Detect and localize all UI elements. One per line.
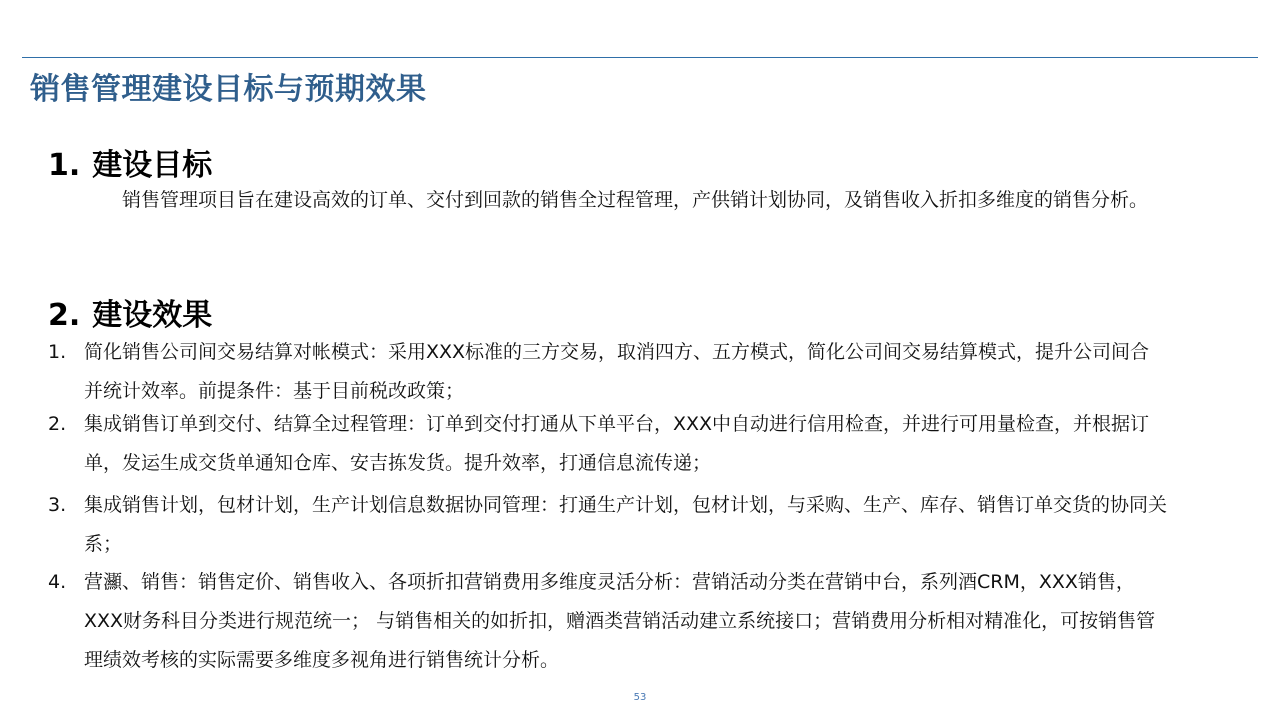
section-2-heading [48, 290, 212, 334]
section-2-title: 建设效果 [92, 298, 213, 333]
list-item [48, 563, 1168, 680]
slide-title: 销售管理建设目标与预期效果 [30, 72, 427, 107]
list-item-index: 3. [48, 494, 67, 516]
list-item-text: 集成销售订单到交付、结算全过程管理：订单到交付打通从下单平台，XXX中自动进行信用检查，并进行可用量检查，并根据订单，发运生成交货单通知仓库、安吉拣发货。提升效率，打通信息流传递； [84, 413, 1150, 474]
section-2-number: 2. [48, 298, 81, 333]
list-item [48, 405, 1168, 483]
list-item-index: 4. [48, 571, 67, 593]
list-item [48, 333, 1168, 411]
section-1-number: 1. [48, 148, 81, 183]
section-1-paragraph: 销售管理项目旨在建设高效的订单、交付到回款的销售全过程管理，产供销计划协同，及销售收入折扣多维度的销售分析。 [122, 189, 1149, 211]
section-1-heading [48, 140, 212, 184]
title-divider [22, 57, 1258, 58]
list-item [48, 486, 1168, 564]
list-item-text: 简化销售公司间交易结算对帐模式：采用XXX标准的三方交易，取消四方、五方模式，简化公司间交易结算模式，提升公司间合并统计效率。前提条件：基于目前税改政策； [84, 341, 1150, 402]
list-item-index: 1. [48, 341, 67, 363]
list-item-text: 集成销售计划，包材计划，生产计划信息数据协同管理：打通生产计划，包材计划，与采购、生产、库存、销售订单交货的协同关系； [84, 494, 1168, 555]
page-number: 53 [633, 692, 647, 703]
section-1-title: 建设目标 [92, 148, 213, 183]
list-item-index: 2. [48, 413, 67, 435]
list-item-text: 营灦、销售：销售定价、销售收入、各项折扣营销费用多维度灵活分析：营销活动分类在营销中台，系列酒CRM，XXX销售，XXX财务科目分类进行规范统一； 与销售相关的如折扣，赠酒类营销活动建立系统接口；营销费用分析相对精准化，可按销售管理绩效考核的实际需要多维度多视角进行销售统计分析。 [84, 571, 1156, 671]
